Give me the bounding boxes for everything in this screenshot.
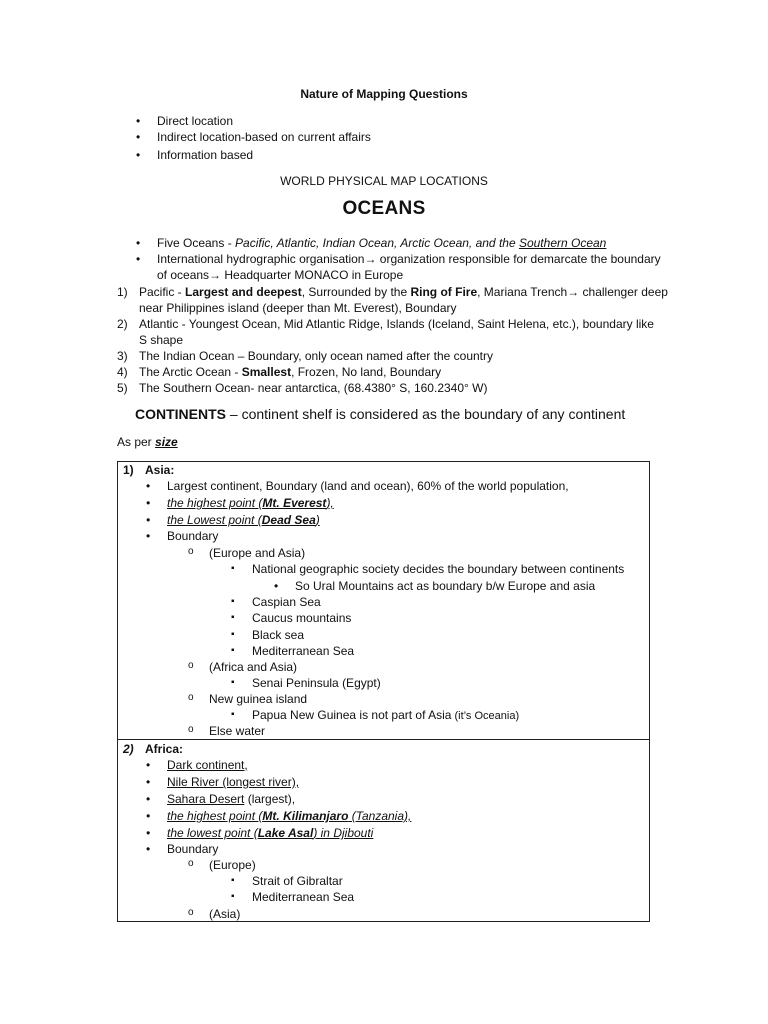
as-per-size: As per size xyxy=(117,435,178,449)
list-item: • the lowest point (Lake Asal) in Djibouti xyxy=(167,825,373,841)
list-item: • Nile River (longest river), xyxy=(167,774,299,790)
list-item: o (Europe) xyxy=(209,857,256,873)
list-item: • Boundary xyxy=(167,841,218,857)
list-item: o (Europe and Asia) xyxy=(209,545,305,561)
list-item: • the highest point (Mt. Everest), xyxy=(167,495,334,511)
ocean-item-arctic: 4) The Arctic Ocean - Smallest, Frozen, No land, Boundary xyxy=(117,365,442,379)
list-item: • Sahara Desert (largest), xyxy=(167,791,295,807)
list-item: • the highest point (Mt. Kilimanjaro (Tanzania), xyxy=(167,808,411,824)
list-item: • Direct location xyxy=(157,113,233,129)
list-item: • Information based xyxy=(157,147,253,163)
ocean-item-southern: 5) The Southern Ocean- near antarctica, (68.4380° S, 160.2340° W) xyxy=(117,381,488,395)
list-item: o (Asia) xyxy=(209,906,240,922)
list-item: • Boundary xyxy=(167,528,218,544)
ocean-item-atlantic: 2) Atlantic - Youngest Ocean, Mid Atlantic Ridge, Islands (Iceland, Saint Helena, etc.), boundary like xyxy=(117,317,654,331)
list-item: • Indirect location-based on current affairs xyxy=(157,129,371,145)
list-item: • Dark continent, xyxy=(167,757,248,773)
list-item: ▪ Strait of Gibraltar xyxy=(252,873,343,889)
list-item: o New guinea island xyxy=(209,691,307,707)
continents-heading: CONTINENTS – continent shelf is considered as the boundary of any continent xyxy=(135,406,626,422)
section-title: WORLD PHYSICAL MAP LOCATIONS xyxy=(280,174,488,188)
iho-line-2: of oceans→ Headquarter MONACO in Europe xyxy=(157,268,404,282)
list-item: ▪ Senai Peninsula (Egypt) xyxy=(252,675,381,691)
list-item: ▪ Mediterranean Sea xyxy=(252,643,354,659)
asia-label: 1) Asia: xyxy=(123,463,175,477)
oceans-five-list: • Five Oceans - Pacific, Atlantic, Indian Ocean, Arctic Ocean, and the Southern Ocean xyxy=(157,235,606,251)
list-item: • Largest continent, Boundary (land and ocean), 60% of the world population, xyxy=(167,478,569,494)
ocean-item-atlantic-line2: S shape xyxy=(139,333,184,347)
list-item: ▪ Caspian Sea xyxy=(252,594,321,610)
ocean-item-pacific-line2: near Philippines island (deeper than Mt. Everest), Boundary xyxy=(139,301,457,315)
list-item: o (Africa and Asia) xyxy=(209,659,297,675)
oceans-heading: OCEANS xyxy=(342,198,426,219)
list-item: ▪ Mediterranean Sea xyxy=(252,889,354,905)
list-item: ▪ Black sea xyxy=(252,627,304,643)
list-item: • So Ural Mountains act as boundary b/w Europe and asia xyxy=(295,578,595,594)
list-item: ▪ National geographic society decides the boundary between continents xyxy=(252,561,624,577)
list-item: o Else water xyxy=(209,723,265,739)
list-item: ▪ Caucus mountains xyxy=(252,610,351,626)
iho-line-1: • International hydrographic organisation→ organization responsible for demarcate the boundary xyxy=(157,251,661,267)
ocean-item-indian: 3) The Indian Ocean – Boundary, only ocean named after the country xyxy=(117,349,493,363)
list-item: • the Lowest point (Dead Sea) xyxy=(167,512,320,528)
table-row-divider xyxy=(117,739,650,740)
ocean-item-pacific: 1) Pacific - Largest and deepest, Surrounded by the Ring of Fire, Mariana Trench→ challenger deep xyxy=(117,285,668,299)
page-title: Nature of Mapping Questions xyxy=(300,87,468,101)
list-item: ▪ Papua New Guinea is not part of Asia (it’s Oceania) xyxy=(252,707,519,724)
africa-label: 2) Africa: xyxy=(123,742,184,756)
